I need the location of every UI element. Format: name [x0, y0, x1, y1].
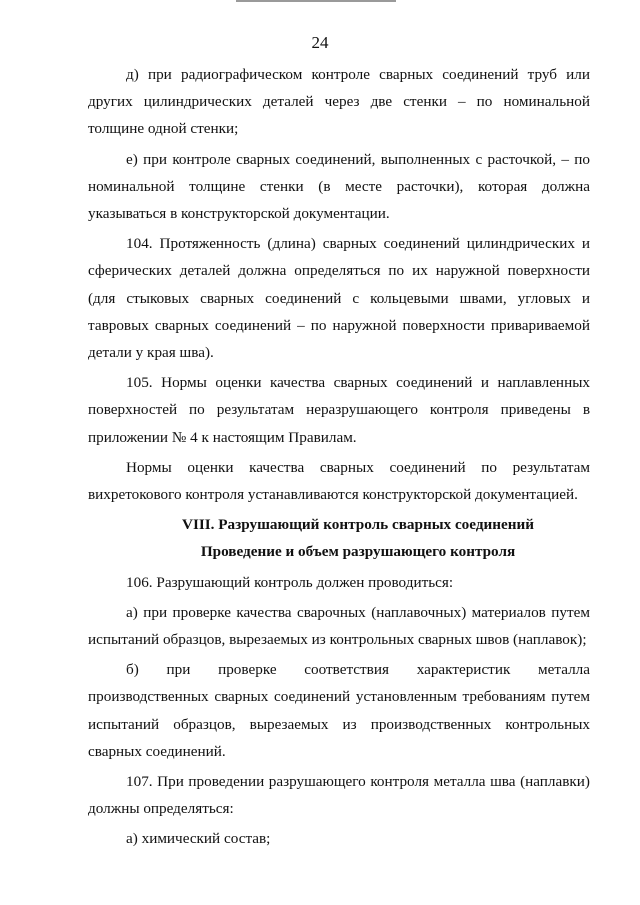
- paragraph-107-a: а) химический состав;: [126, 830, 271, 848]
- document-body: [88, 61, 590, 856]
- paragraph-106-b: б) при проверке соответствия характеристик металла производственных сварных соединений установленным требованиям путем испытаний образцов, вырезаемых из производственных контрольных сварных соединений.: [88, 661, 590, 760]
- page-number: 24: [311, 33, 329, 52]
- paragraph-107: 107. При проведении разрушающего контроля металла шва (наплавки) должны определяться:: [88, 773, 590, 818]
- paragraph-104: 104. Протяженность (длина) сварных соединений цилиндрических и сферических деталей должна определяться по их наружной поверхности (для стыковых сварных соединений с кольцевыми швами, угловых и тавровых сварных соединений – по наружной поверхности привариваемой детали у края шва).: [88, 235, 590, 362]
- paragraph-105: 105. Нормы оценки качества сварных соединений и наплавленных поверхностей по результатам неразрушающего контроля приведены в приложении № 4 к настоящим Правилам.: [88, 374, 590, 446]
- paragraph-eddy-current-norms: Нормы оценки качества сварных соединений по результатам вихретокового контроля устанавливаются конструкторской документацией.: [88, 458, 590, 504]
- paragraph-d: д) при радиографическом контроле сварных соединений труб или других цилиндрических деталей через две стенки – по номинальной толщине одной стенки;: [88, 66, 590, 138]
- subsection-heading: Проведение и объем разрушающего контроля: [200, 543, 516, 561]
- paragraph-106-a: а) при проверке качества сварочных (наплавочных) материалов путем испытаний образцов, вырезаемых из контрольных сварных швов (наплавок);: [88, 603, 590, 649]
- paragraph-106: 106. Разрушающий контроль должен проводиться:: [126, 573, 454, 591]
- section-heading: VIII. Разрушающий контроль сварных соединений: [181, 516, 534, 534]
- top-rule: [236, 0, 396, 2]
- paragraph-e: е) при контроле сварных соединений, выполненных с расточкой, – по номинальной толщине стенки (в месте расточки), которая должна указываться в конструкторской документации.: [88, 150, 590, 223]
